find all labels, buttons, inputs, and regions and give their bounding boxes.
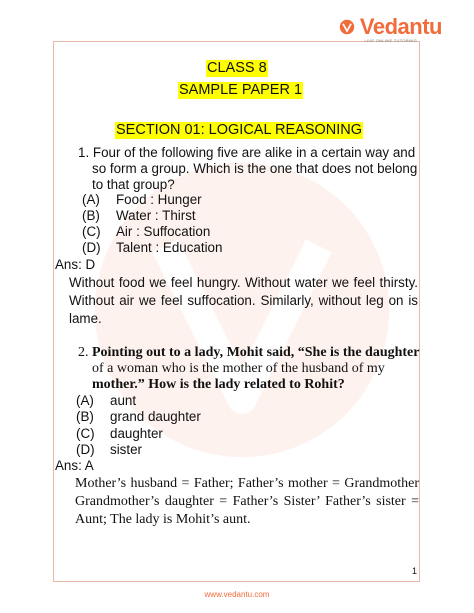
option-text: Water : Thirst xyxy=(116,208,196,223)
footer-url[interactable]: www.vedantu.com xyxy=(204,590,270,599)
option-text: daughter xyxy=(110,426,163,441)
option-letter: (D) xyxy=(82,240,101,255)
option-text: sister xyxy=(110,442,142,457)
question-1-option-a xyxy=(82,192,202,209)
class-title: CLASS 8 xyxy=(207,60,267,76)
option-letter: (C) xyxy=(76,426,95,441)
option-letter: (B) xyxy=(82,208,100,223)
option-letter: (A) xyxy=(82,192,100,207)
question-2-explanation: Mother’s husband = Father; Father’s mother = Grandmother Grandmother’s daughter = Father’s Sister’ Father’s sister = Aunt; The lady is Mohit’s aunt. xyxy=(75,476,419,527)
logo-tagline: LIVE ONLINE TUTORING xyxy=(364,38,417,43)
question-2-option-d xyxy=(76,442,142,459)
question-1-explanation: Without food we feel hungry. Without water we feel thirsty. Without air we feel suffocation. Similarly, without leg on is lame. xyxy=(69,275,418,326)
question-1-option-c xyxy=(82,224,210,241)
vedantu-logo-icon xyxy=(339,19,355,35)
question-1-answer: Ans: D xyxy=(55,257,96,272)
option-text: Food : Hunger xyxy=(116,192,202,207)
option-letter: (A) xyxy=(76,393,94,408)
option-text: aunt xyxy=(110,393,137,408)
option-text: Air : Suffocation xyxy=(116,224,211,239)
question-2-line-2-text: of a woman who is the mother of the husband of my xyxy=(92,361,385,376)
question-1-line-3: to that group? xyxy=(92,177,175,192)
logo-wordmark: Vedantu xyxy=(359,14,442,39)
option-letter: (C) xyxy=(82,224,101,239)
question-2-line-1-text: Pointing out to a lady, Mohit said, “She is the daughter xyxy=(92,345,420,360)
question-2-line-3: mother.” How is the lady related to Rohit? xyxy=(92,377,345,392)
paper-title: SAMPLE PAPER 1 xyxy=(179,82,303,98)
question-2-option-b xyxy=(76,409,201,426)
question-2-answer: Ans: A xyxy=(55,458,94,473)
question-1-option-d xyxy=(82,240,222,257)
page-number: 1 xyxy=(412,566,418,576)
question-1-line-1: 1. Four of the following five are alike in a certain way and xyxy=(78,145,416,160)
question-2-line-1 xyxy=(78,345,420,362)
option-letter: (B) xyxy=(76,409,94,424)
question-2-number: 2. xyxy=(78,345,89,360)
question-2-line-2 xyxy=(92,361,419,378)
question-2-option-c xyxy=(76,426,163,443)
question-2-option-a xyxy=(76,393,136,410)
vedantu-logo xyxy=(339,14,442,43)
section-title: SECTION 01: LOGICAL REASONING xyxy=(116,122,363,138)
question-1-option-b xyxy=(82,208,196,225)
option-letter: (D) xyxy=(76,442,95,457)
question-1-line-2: so form a group. Which is the one that does not belong xyxy=(92,161,418,176)
option-text: Talent : Education xyxy=(116,240,223,255)
option-text: grand daughter xyxy=(110,409,201,424)
